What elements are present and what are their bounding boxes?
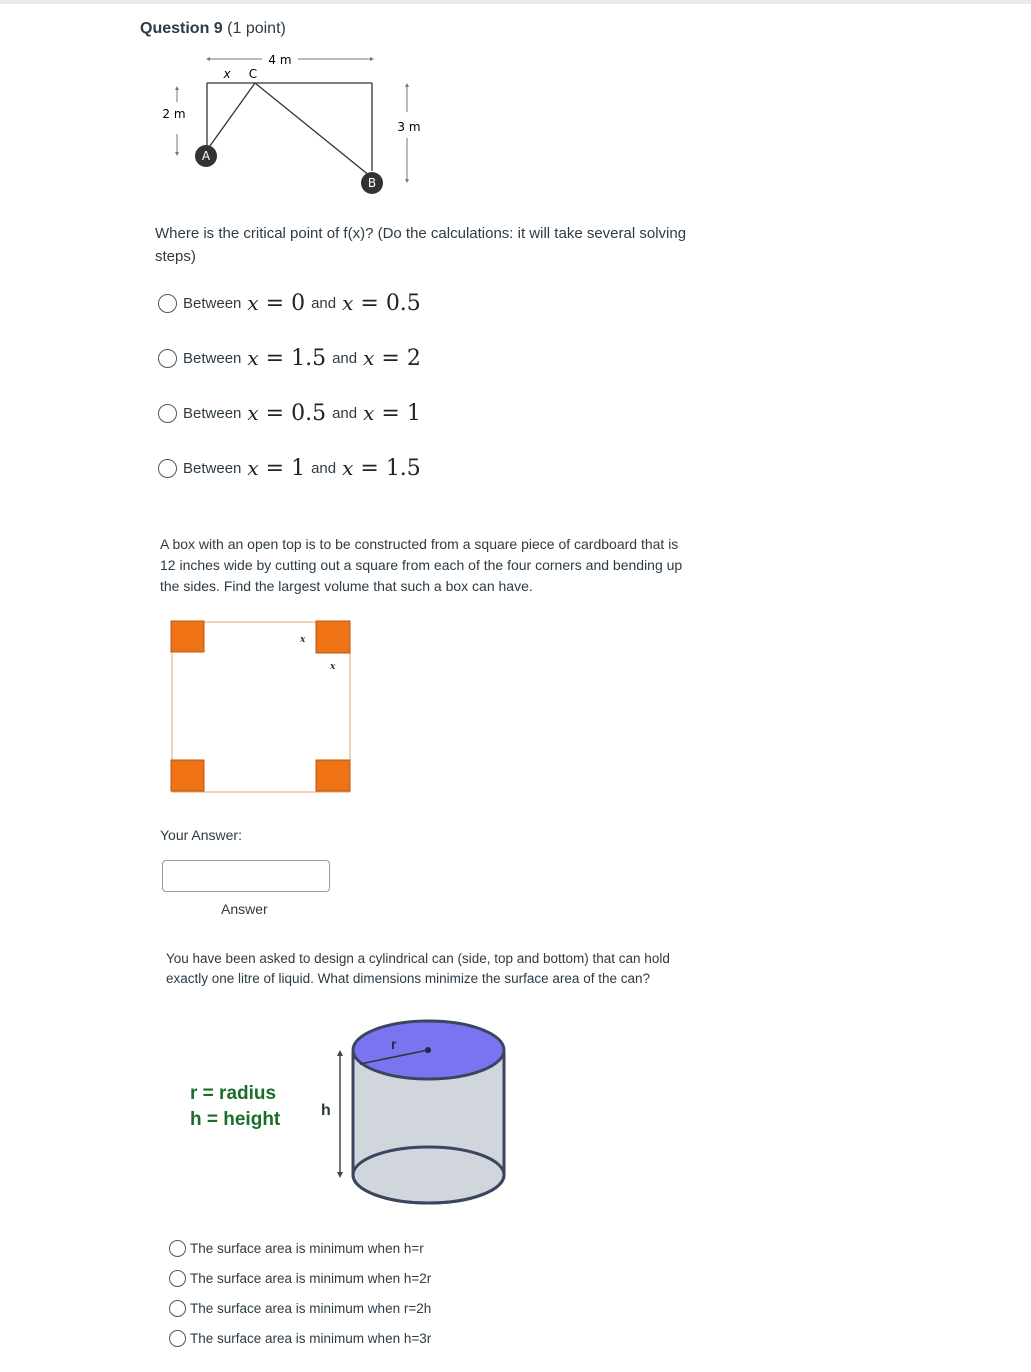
option-text: The surface area is minimum when h=2r: [190, 1270, 432, 1286]
x-label: x: [223, 67, 231, 81]
math-var: x: [247, 455, 259, 480]
segment-c-b: [255, 83, 370, 176]
radio-button[interactable]: [158, 404, 177, 423]
left-arrow-up: [175, 86, 179, 90]
math-var: x: [363, 400, 375, 425]
radio-button[interactable]: [158, 294, 177, 313]
answer-options-2: [169, 1237, 431, 1349]
center-point: [425, 1047, 431, 1053]
question-header: [140, 20, 286, 38]
height-arrow-down: [337, 1172, 343, 1178]
r-label: r: [391, 1036, 397, 1052]
cylinder-legend: [190, 1081, 280, 1133]
option-word: Between: [183, 294, 242, 312]
question-points: (1 point): [227, 20, 286, 37]
radio-button[interactable]: [169, 1300, 186, 1317]
math-val: 1.5: [291, 345, 327, 371]
right-arrow-down: [405, 179, 409, 183]
prompt-3-line-1: You have been asked to design a cylindrical can (side, top and bottom) that can hold: [166, 951, 670, 966]
question-title: Question 9: [140, 20, 223, 37]
option-word: Between: [183, 459, 242, 477]
prompt-3-line-2: exactly one litre of liquid. What dimensions minimize the surface area of the can?: [166, 971, 650, 986]
math-val: 1: [291, 455, 306, 481]
question-prompt-1: [155, 222, 775, 268]
h-label: h: [321, 1102, 331, 1119]
option-math-1: x = 1.5: [247, 345, 327, 371]
prompt-1-line-2: steps): [155, 248, 196, 265]
math-val: 0.5: [385, 290, 421, 316]
top-length-label: 4 m: [268, 53, 292, 67]
corner-square-top-left: [171, 621, 204, 652]
option-and: and: [332, 349, 358, 367]
option-math-2: x = 1.5: [342, 455, 421, 481]
radio-button[interactable]: [169, 1270, 186, 1287]
prompt-2-line-2: 12 inches wide by cutting out a square from each of the four corners and bending up: [160, 557, 683, 573]
right-arrow-up: [405, 83, 409, 87]
corner-square-top-right: [316, 621, 350, 653]
option-text: The surface area is minimum when h=r: [190, 1240, 424, 1256]
option-math-1: x = 0.5: [247, 400, 327, 426]
radio-button[interactable]: [169, 1330, 186, 1347]
option-row[interactable]: [158, 453, 427, 483]
segment-a-c: [207, 83, 255, 150]
option-math-2: x = 2: [363, 345, 421, 371]
radio-button[interactable]: [158, 349, 177, 368]
option-math-1: x = 0: [247, 290, 306, 316]
option-row[interactable]: [169, 1327, 431, 1349]
option-word: Between: [183, 404, 242, 422]
math-val: 0.5: [291, 400, 327, 426]
cylinder-diagram: [310, 1010, 520, 1210]
math-val: 2: [406, 345, 421, 371]
top-divider: [0, 0, 1031, 4]
option-row[interactable]: [169, 1237, 431, 1259]
arrowhead-left: [206, 57, 210, 61]
x-label-side: x: [330, 662, 336, 672]
math-var: x: [247, 345, 259, 370]
c-label: C: [248, 67, 258, 81]
option-row[interactable]: [169, 1297, 431, 1319]
math-var: x: [247, 290, 259, 315]
point-b-label: B: [367, 176, 377, 190]
radio-button[interactable]: [158, 459, 177, 478]
math-var: x: [342, 290, 354, 315]
your-answer-label: Your Answer:: [160, 827, 242, 843]
option-and: and: [311, 294, 337, 312]
x-label-top: x: [300, 635, 306, 645]
option-and: and: [311, 459, 337, 477]
corner-square-bottom-left: [171, 760, 204, 791]
arrowhead-right: [370, 57, 374, 61]
path-diagram: [150, 48, 440, 198]
option-math-2: x = 1: [363, 400, 421, 426]
option-word: Between: [183, 349, 242, 367]
option-text: The surface area is minimum when h=3r: [190, 1330, 432, 1346]
prompt-1-line-1: Where is the critical point of f(x)? (Do the calculations: it will take several solving: [155, 225, 687, 242]
math-var: x: [247, 400, 259, 425]
option-row[interactable]: [158, 398, 427, 428]
math-val: 1.5: [385, 455, 421, 481]
corner-square-bottom-right: [316, 760, 350, 791]
answer-caption: Answer: [221, 901, 268, 917]
option-and: and: [332, 404, 358, 422]
question-prompt-3: [166, 949, 786, 989]
point-a-label: A: [201, 149, 211, 163]
left-arrow-down: [175, 152, 179, 156]
math-var: x: [342, 455, 354, 480]
radio-button[interactable]: [169, 1240, 186, 1257]
answer-input[interactable]: [162, 860, 330, 892]
option-math-2: x = 0.5: [342, 290, 421, 316]
option-text: The surface area is minimum when r=2h: [190, 1300, 432, 1316]
legend-height: h = height: [190, 1109, 281, 1130]
answer-options-1: [158, 288, 427, 483]
legend-radius: r = radius: [190, 1083, 277, 1104]
math-var: x: [363, 345, 375, 370]
cardboard-diagram: [168, 618, 358, 798]
prompt-2-line-3: the sides. Find the largest volume that such a box can have.: [160, 578, 533, 594]
right-length-label: 3 m: [397, 120, 421, 134]
prompt-2-line-1: A box with an open top is to be constructed from a square piece of cardboard that is: [160, 536, 679, 552]
option-math-1: x = 1: [247, 455, 306, 481]
option-row[interactable]: [158, 288, 427, 318]
math-val: 1: [406, 400, 421, 426]
height-arrow-up: [337, 1050, 343, 1056]
question-prompt-2: [160, 534, 780, 597]
math-val: 0: [291, 290, 306, 316]
left-length-label: 2 m: [162, 107, 186, 121]
option-row[interactable]: [158, 343, 427, 373]
option-row[interactable]: [169, 1267, 431, 1289]
